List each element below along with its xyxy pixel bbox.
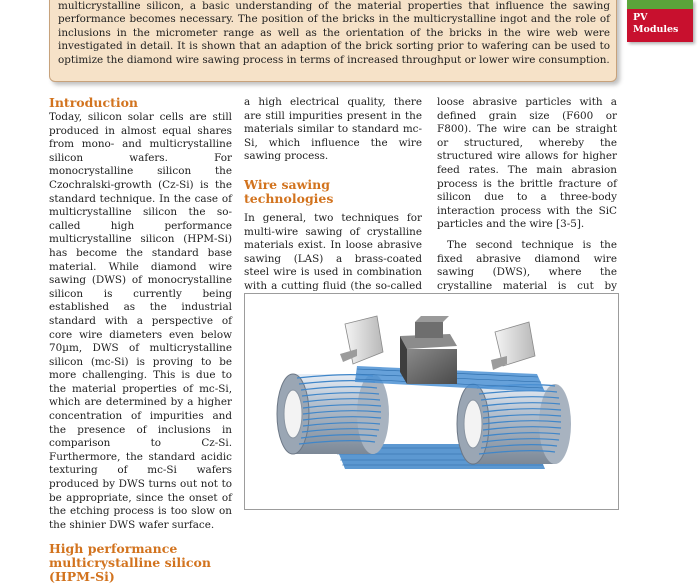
heading-hpm-si: High performance multicrystalline silicon (HPM-Si)	[49, 541, 211, 585]
column3-paragraph2: The second technique is the fixed abrasive diamond wire sawing (DWS), where the crystalline material is cut by	[437, 238, 617, 292]
abstract-text: multicrystalline silicon, a basic understanding of the material properties that influence the sawing performance becomes necessary. The position of the bricks in the multicrystalline ingot and the role of inclusions in the micrometer range as well as the orientation of the bricks in the wire web were investigated in detail. It is shown that an adaption of the brick sorting prior to wafering can be used to optimize the diamond wire sawing process in terms of increased throughput or lower wire consumption.	[58, 0, 610, 66]
column3-paragraph1: loose abrasive particles with a defined grain size (F600 or F800). The wire can be straight or structured, whereby the structured wire allows for higher feed rates. The main abrasion process is the brittle fracture of silicon due to a three-body interaction process with the SiC particles and the wire [3-5].	[437, 96, 617, 231]
wire-saw-figure	[244, 293, 619, 510]
section-tag-label: PV Modules	[633, 12, 679, 35]
left-wire-guide	[277, 374, 389, 454]
section-tag	[627, 0, 693, 42]
column-1	[49, 96, 232, 585]
heading-introduction: Introduction	[49, 95, 139, 110]
wire-sawing-paragraph: In general, two techniques for multi-wire sawing of crystalline materials exist. In loose abrasive sawing (LAS) a brass-coated steel wire is used in combination with a cutting fluid (the so-called	[244, 211, 422, 292]
right-wire-guide	[457, 384, 571, 464]
wire-saw-illustration	[245, 294, 618, 509]
heading-wire-sawing: Wire sawing technologies	[244, 176, 334, 206]
section-tag-stripe	[627, 0, 693, 9]
column2-continuation: a high electrical quality, there are still impurities present in the materials similar to standard mc-Si, which influence the wire sawing process.	[244, 96, 422, 163]
silicon-brick	[400, 316, 457, 384]
intro-paragraph: Today, silicon solar cells are still produced in almost equal shares from mono- and multicrystalline silicon wafers. For monocrystalline silicon the Czochralski-growth (Cz-Si) is the standard technique. In the case of multicrystalline silicon the so-called high performance multicrystalline silicon (HPM-Si) has become the standard base material. While diamond wire sawing (DWS) of monocrystalline silicon is currently being established as the industrial standard with a perspective of core wire diameters even below 70µm, DWS of multicrystalline silicon (mc-Si) is proving to be more challenging. This is due to the material properties of mc-Si, which are determined by a higher concentration of impurities and the presence of inclusions in comparison to Cz-Si. Furthermore, the standard acidic texturing of mc-Si wafers produced by DWS turns out not to be appropriate, since the onset of the etching process is too slow on the shinier DWS wafer surface.	[49, 111, 232, 531]
